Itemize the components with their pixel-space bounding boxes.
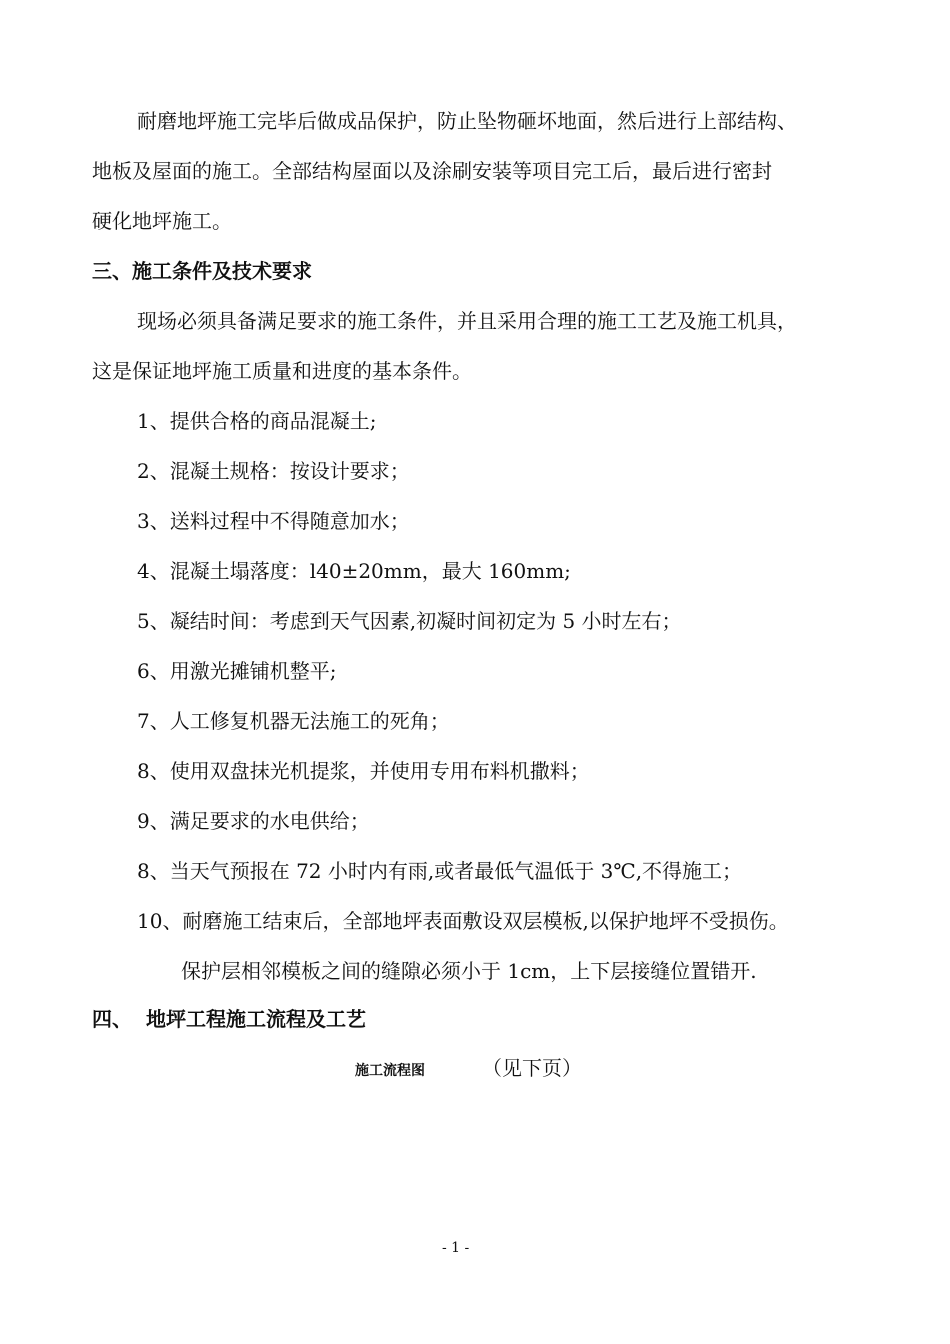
- paragraph-line: 现场必须具备满足要求的施工条件，并且采用合理的施工工艺及施工机具，: [137, 309, 797, 333]
- paragraph-line: 地板及屋面的施工。全部结构屋面以及涂刷安装等项目完工后，最后进行密封: [92, 159, 772, 183]
- paragraph-line: 硬化地坪施工。: [92, 209, 232, 233]
- list-item: 8、使用双盘抹光机提浆，并使用专用布料机撒料；: [137, 759, 590, 783]
- list-item: 8、当天气预报在 72 小时内有雨,或者最低气温低于 3℃,不得施工；: [137, 859, 743, 883]
- list-continuation: 保护层相邻模板之间的缝隙必须小于 1cm，上下层接缝位置错开.: [181, 959, 757, 983]
- list-item: 3、送料过程中不得随意加水；: [137, 509, 410, 533]
- section-heading: 地坪工程施工流程及工艺: [146, 1007, 366, 1031]
- section-heading: 三、施工条件及技术要求: [92, 259, 312, 283]
- list-item: 10、耐磨施工结束后，全部地坪表面敷设双层模板,以保护地坪不受损伤。: [137, 909, 789, 933]
- paragraph-line: 这是保证地坪施工质量和进度的基本条件。: [92, 359, 472, 383]
- list-item: 7、人工修复机器无法施工的死角；: [137, 709, 450, 733]
- list-item: 6、用激光摊铺机整平;: [137, 659, 337, 683]
- flowchart-note: （见下页）: [482, 1056, 582, 1080]
- page-number: - 1 -: [442, 1240, 470, 1256]
- list-item: 5、凝结时间：考虑到天气因素,初凝时间初定为 5 小时左右；: [137, 609, 682, 633]
- paragraph-line: 耐磨地坪施工完毕后做成品保护，防止坠物砸坏地面，然后进行上部结构、: [137, 109, 797, 133]
- list-item: 1、提供合格的商品混凝土;: [137, 409, 377, 433]
- list-item: 4、混凝土塌落度：l40±20mm，最大 160mm;: [137, 559, 571, 583]
- section-heading-number: 四、: [92, 1007, 132, 1031]
- list-item: 2、混凝土规格：按设计要求；: [137, 459, 410, 483]
- flowchart-label: 施工流程图: [355, 1063, 425, 1079]
- list-item: 9、满足要求的水电供给；: [137, 809, 370, 833]
